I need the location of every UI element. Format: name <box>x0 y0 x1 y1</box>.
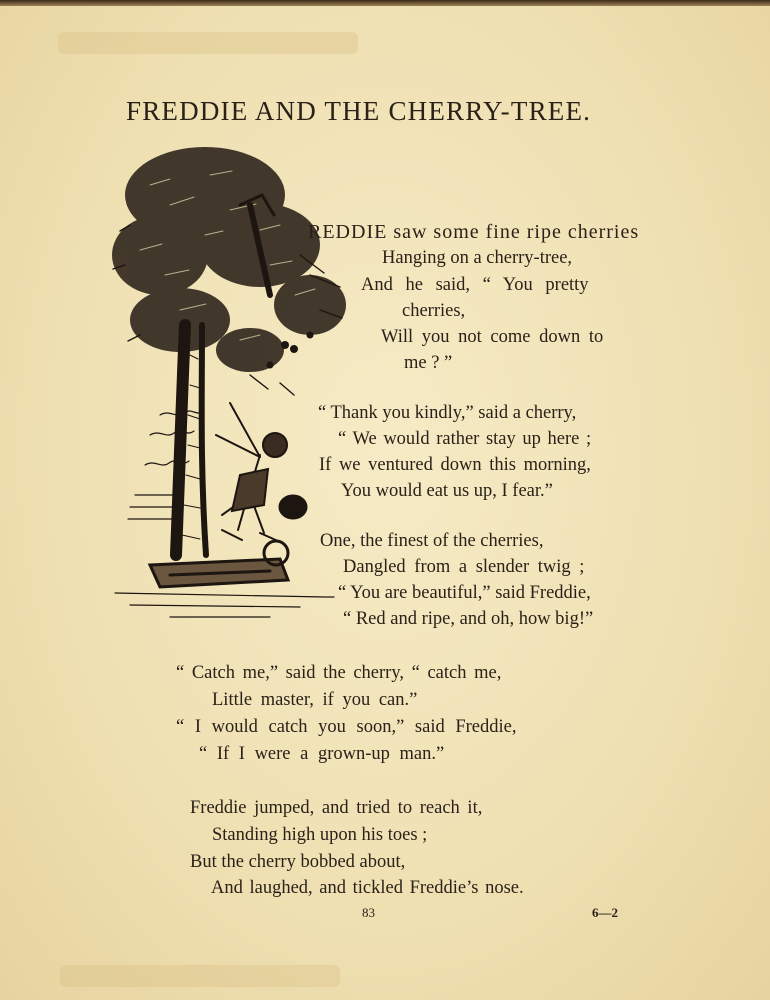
stanza-3-line-2: Dangled from a slender twig ; <box>343 557 585 577</box>
paper-stain <box>58 32 358 54</box>
stanza-3-line-1: One, the finest of the cherries, <box>320 531 544 551</box>
cherry-tree-illustration <box>110 135 350 625</box>
stanza-1-line-5: Will you not come down to <box>381 327 604 347</box>
signature-mark: 6—2 <box>592 905 618 920</box>
stanza-3-line-3: “ You are beautiful,” said Freddie, <box>338 583 591 603</box>
page-top-edge <box>0 0 770 6</box>
stanza-4-line-2: Little master, if you can.” <box>212 690 418 710</box>
poem-title: FREDDIE AND THE CHERRY-TREE. <box>126 96 592 126</box>
stanza-1-line-4: cherries, <box>402 301 466 321</box>
stanza-2-line-2: “ We would rather stay up here ; <box>338 429 592 449</box>
paper-stain <box>60 965 340 987</box>
stanza-1-line-2: Hanging on a cherry-tree, <box>382 248 573 268</box>
stanza-3-line-4: “ Red and ripe, and oh, how big!” <box>343 609 594 629</box>
hat-icon <box>279 495 307 519</box>
stanza-1-line-3: And he said, “ You pretty <box>361 275 589 295</box>
stanza-5-line-1: Freddie jumped, and tried to reach it, <box>190 798 483 818</box>
page-number: 83 <box>362 905 375 920</box>
stanza-1-line-1 <box>308 222 639 243</box>
stanza-1-line-6: me ? ” <box>404 353 453 373</box>
stanza-4-line-3: “ I would catch you soon,” said Freddie, <box>176 717 517 737</box>
stanza-4-line-1: “ Catch me,” said the cherry, “ catch me, <box>176 663 502 683</box>
boy-figure <box>216 403 287 541</box>
stanza-4-line-4: “ If I were a grown-up man.” <box>199 744 445 764</box>
stanza-5-line-2: Standing high upon his toes ; <box>212 825 428 845</box>
stanza-5-line-4: And laughed, and tickled Freddie’s nose. <box>211 878 524 898</box>
stanza-2-line-3: If we ventured down this morning, <box>319 455 591 475</box>
stanza-5-line-3: But the cherry bobbed about, <box>190 852 406 872</box>
stanza-2-line-4: You would eat us up, I fear.” <box>341 481 553 501</box>
stanza-2-line-1: “ Thank you kindly,” said a cherry, <box>318 403 577 423</box>
drop-cap-text: REDDIE saw some fine ripe cherries <box>308 221 640 243</box>
